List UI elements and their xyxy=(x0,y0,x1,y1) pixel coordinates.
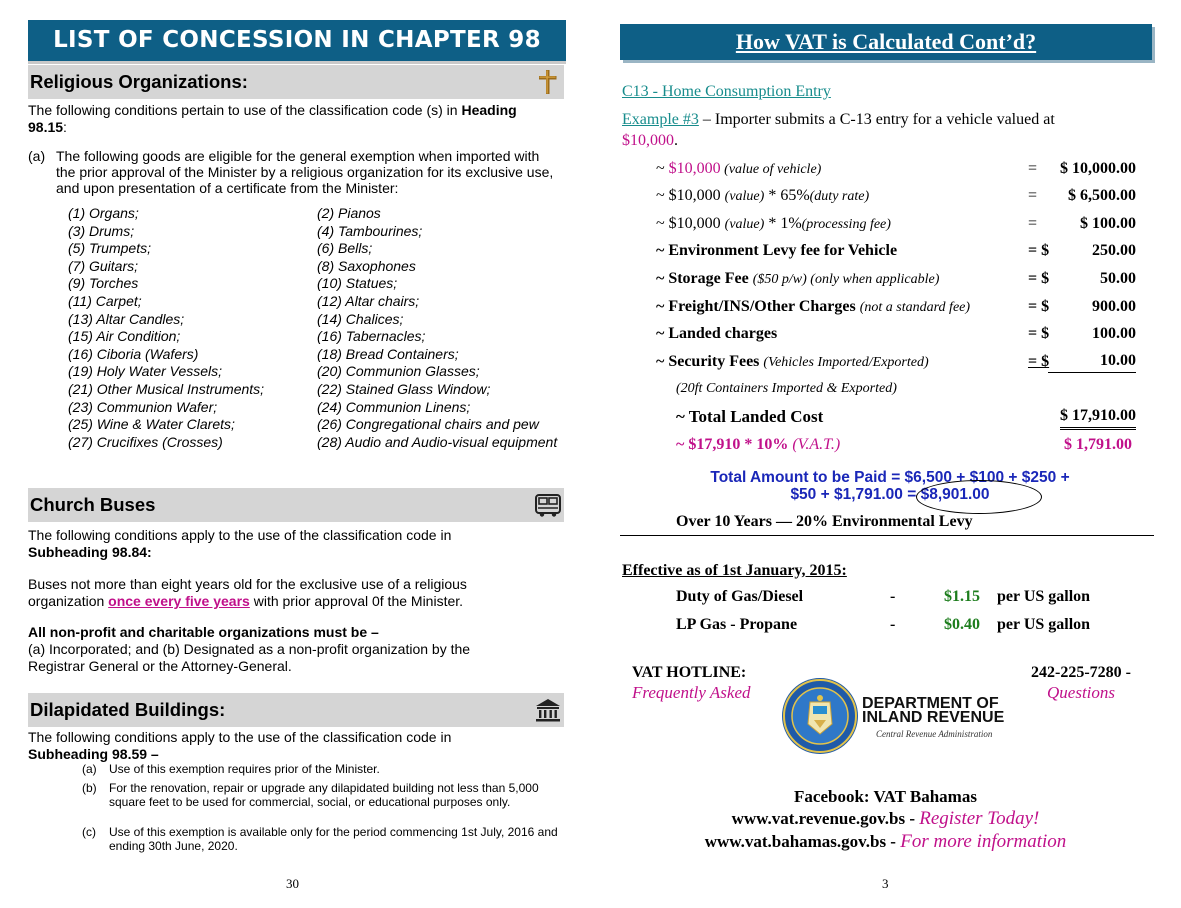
effective-date: Effective as of 1st January, 2015: xyxy=(622,562,847,579)
faq-left: Frequently Asked xyxy=(632,683,751,702)
religious-section-header xyxy=(28,65,564,99)
total-paid-amount: $8,901.00 xyxy=(920,486,990,503)
goods-item: (2) Pianos xyxy=(317,205,381,221)
bus-icon xyxy=(534,492,562,518)
faq-right: Questions xyxy=(1047,683,1115,702)
calc-row-environment: ~ Environment Levy fee for Vehicle = $ 250.00 xyxy=(656,242,1136,259)
buses-section-header xyxy=(28,488,564,522)
containers-note: (20ft Containers Imported & Exported) xyxy=(676,381,897,396)
vat-row: ~ $17,910 * 10% (V.A.T.) $ 1,791.00 xyxy=(676,436,1132,453)
total-amount-circle xyxy=(916,480,1042,514)
goods-item: (16) Tabernacles; xyxy=(317,328,426,345)
fuel-row-propane: LP Gas - Propane xyxy=(676,616,798,633)
website-line-2: www.vat.bahamas.gov.bs - For more information xyxy=(704,831,1067,852)
department-name: DEPARTMENT OF INLAND REVENUE xyxy=(862,695,1005,726)
goods-item: (20) Communion Glasses; xyxy=(317,363,480,380)
website-line-1: www.vat.revenue.gov.bs - Register Today! xyxy=(731,808,1040,829)
buildings-heading: Dilapidated Buildings: xyxy=(30,699,226,720)
divider xyxy=(620,535,1154,536)
goods-item: (4) Tambourines; xyxy=(317,222,423,239)
website-link-1[interactable]: www.vat.revenue.gov.bs - xyxy=(731,809,920,828)
facebook-line: Facebook: VAT Bahamas xyxy=(794,787,977,806)
goods-item: (24) Communion Linens; xyxy=(317,398,471,415)
fuel-row-gas-diesel: Duty of Gas/Diesel xyxy=(676,588,804,605)
vat-banner-title: How VAT is Calculated Cont’d? xyxy=(735,29,1037,54)
goods-list-right xyxy=(317,205,557,451)
goods-item: (23) Communion Wafer; xyxy=(68,398,218,415)
page-number-right: 3 xyxy=(882,876,889,891)
goods-item: (15) Air Condition; xyxy=(68,328,181,345)
buses-paragraph: Buses not more than eight years old for the exclusive use of a religious organization once every five years with prior approval 0f the Minister. xyxy=(28,576,467,609)
hotline-number: 242-225-7280 - xyxy=(1031,664,1131,681)
goods-item: (11) Carpet; xyxy=(68,292,142,309)
total-amount-paid: Total Amount to be Paid = $6,500 + $100 + $250 + $50 + $1,791.00 = $8,901.00 xyxy=(710,469,1070,503)
entry-title: C13 - Home Consumption Entry xyxy=(622,83,831,100)
calc-row-vehicle-value: ~ $10,000 (value of vehicle) = $ 10,000.00 xyxy=(656,160,1136,177)
goods-item: (6) Bells; xyxy=(317,240,373,257)
religious-intro: The following conditions pertain to use of the classification code (s) in Heading 98.15: xyxy=(28,102,517,135)
goods-item: (8) Saxophones xyxy=(317,257,416,274)
buses-nonprofit: All non-profit and charitable organizations must be – (a) Incorporated; and (b) Designated as a non-profit organization by the Registrar General or the Attorney-General. xyxy=(28,624,471,674)
goods-item: (21) Other Musical Instruments; xyxy=(68,380,265,397)
example-line: Example #3 – Importer submits a C-13 entry for a vehicle valued at xyxy=(622,111,1055,128)
goods-item: (5) Trumpets; xyxy=(68,240,151,257)
hotline-label: VAT HOTLINE: xyxy=(632,664,747,681)
goods-item: (1) Organs; xyxy=(68,205,139,221)
right-page: How VAT is Calculated Cont’d? C13 - Home Consumption Entry Example #3 – Importer submits a C-13 entry for a vehicle valued at $10,000. ~ $10,000 (value of vehicle) = $ 10,000.00 ~ $10,000 (value) * 65%(duty rate) = $ 6,500.00 ~ $10,000 (value) * 1%(processing fee) = $ 100.00 ~ Environment Levy fee for Vehicle = $ 250.00 ~ Storage Fee ($50 p/w) (only when applicable) = $ 50.00 ~ Freight/INS/Other Charges (not a standard fee) = $ 900.00 ~ Landed charges = $ 100.00 ~ Security Fees (Vehicles Imported/Exported) = $ 10.00 (20ft Containers Imported & Exported) ~ Total Landed Cost $ 17,910.00 ~ $17,910 * 10% (V.A.T.) $ 1,791.00 Total Amount to be Paid = $6,500 + $100 + $250 + $50 + $1,791.00 = $8,901.00 Over 10 Years — 20% Environmental Levy Effective as of 1st January, 2015: Duty of Gas/Diesel - $1.15 per US gallon LP Gas - Propane - $0.40 per US gallon VAT HOTLINE: 242-225-7280 - Frequently Asked Questions DEPARTMENT OF INLAND REVENUE Central Revenue Administration Facebook: VAT Bahamas www.vat.revenue.gov.bs - Register Today! www.vat.bahamas.gov.bs - For more information 3 xyxy=(590,0,1181,908)
buildings-section-header xyxy=(28,693,564,727)
calc-row-freight: ~ Freight/INS/Other Charges (not a standard fee) = $ 900.00 xyxy=(656,298,1136,315)
goods-item: (28) Audio and Audio-visual equipment xyxy=(317,433,558,450)
goods-item: (3) Drums; xyxy=(68,222,135,239)
chapter-banner-title: LIST OF CONCESSION IN CHAPTER 98 xyxy=(53,27,541,53)
goods-item: (9) Torches xyxy=(68,275,139,292)
goods-item: (26) Congregational chairs and pew xyxy=(317,416,539,433)
goods-item: (14) Chalices; xyxy=(317,310,404,327)
buses-heading: Church Buses xyxy=(30,494,156,515)
calc-row-storage: ~ Storage Fee ($50 p/w) (only when applicable) = $ 50.00 xyxy=(656,270,1136,287)
left-page: LIST OF CONCESSION IN CHAPTER 98 Religious Organizations: The following conditions pertain to use of the classification code (s) in Heading 98.15: (a) The following goods are eligible for the general exemption when imported with the prior approval of the Minister by a religious organization for its exclusive use, and upon presentation of a certificate from the Minister: (1) Organs; (3) Drums; (5) Trumpets; (7) Guitars; (9) Torches (11) Carpet; (13) Altar Candles; (15) Air Condition; (16) Ciboria (Wafers) (19) Holy Water Vessels; (21) Other Musical Instruments; (23) Communion Wafer; (25) Wine & Water Clarets; (27) Crucifixes (Crosses) (2) Pianos (4) Tambourines; (6) Bells; (8) Saxophones (10) Statues; (12) Altar chairs; (14) Chalices; (16) Tabernacles; (18) Bread Containers; (20) Communion Glasses; (22) Stained Glass Window; (24) Communion Linens; (26) Congregational chairs and pew (28) Audio and Audio-visual equipment Church Buses The following conditions apply to the use of the classification code in Subheading 98.84: Buses not more than eight years old for the exclusive use of a religious organization once every five years with prior approval 0f the Minister. All non-profit and charitable organizations must be – (a) Incorporated; and (b) Designated as a non-profit organization by the Registrar General or the Attorney-General. Dilapidated Buildings: The following conditions apply to the use of the classification code in Subheading 98.59 – (a) Use of this exemption requires prior of the Minister. (b) For the renovation, repair or upgrade any dilapidated building not less than 5,000 square feet to be used for commercial, social, or educational purposes only. (c) Use of this exemption is available only for the period commencing 1st July, 2016 and ending 30th June, 2020. 30 xyxy=(0,0,590,908)
goods-item: (13) Altar Candles; xyxy=(68,310,185,327)
goods-item: (19) Holy Water Vessels; xyxy=(68,363,223,380)
bahamas-seal-icon xyxy=(780,676,860,756)
vat-banner xyxy=(620,24,1152,60)
department-subtitle: Central Revenue Administration xyxy=(876,729,993,739)
five-years-link: once every five years xyxy=(108,593,250,609)
buses-intro: The following conditions apply to the use of the classification code in Subheading 98.84: xyxy=(28,527,452,560)
calc-row-processing: ~ $10,000 (value) * 1%(processing fee) = $ 100.00 xyxy=(656,215,1136,232)
example-value-line: $10,000. xyxy=(622,132,678,149)
goods-item: (22) Stained Glass Window; xyxy=(317,380,491,397)
cross-icon xyxy=(534,69,562,95)
buildings-intro: The following conditions apply to the use of the classification code in Subheading 98.59 – xyxy=(28,729,452,762)
over-10-years: Over 10 Years — 20% Environmental Levy xyxy=(676,513,973,530)
building-icon xyxy=(534,697,562,723)
chapter-banner xyxy=(28,20,566,64)
goods-item: (18) Bread Containers; xyxy=(317,345,459,362)
goods-item: (27) Crucifixes (Crosses) xyxy=(68,433,223,450)
calc-row-security: ~ Security Fees (Vehicles Imported/Exported) = $ 10.00 xyxy=(656,350,1136,374)
calc-row-duty: ~ $10,000 (value) * 65%(duty rate) = $ 6,500.00 xyxy=(656,187,1136,204)
page-number-left: 30 xyxy=(286,876,299,891)
calc-row-landed: ~ Landed charges = $ 100.00 xyxy=(656,325,1136,342)
goods-item: (7) Guitars; xyxy=(68,257,139,274)
total-landed-row: ~ Total Landed Cost $ 17,910.00 xyxy=(676,405,1136,429)
goods-item: (25) Wine & Water Clarets; xyxy=(68,416,235,433)
example-label: Example #3 xyxy=(622,111,699,128)
goods-item: (10) Statues; xyxy=(317,275,398,292)
goods-list-left xyxy=(68,205,264,451)
goods-item: (12) Altar chairs; xyxy=(317,292,420,309)
religious-heading: Religious Organizations: xyxy=(30,71,248,92)
website-link-2[interactable]: www.vat.bahamas.gov.bs - xyxy=(704,832,901,851)
goods-item: (16) Ciboria (Wafers) xyxy=(68,345,199,362)
